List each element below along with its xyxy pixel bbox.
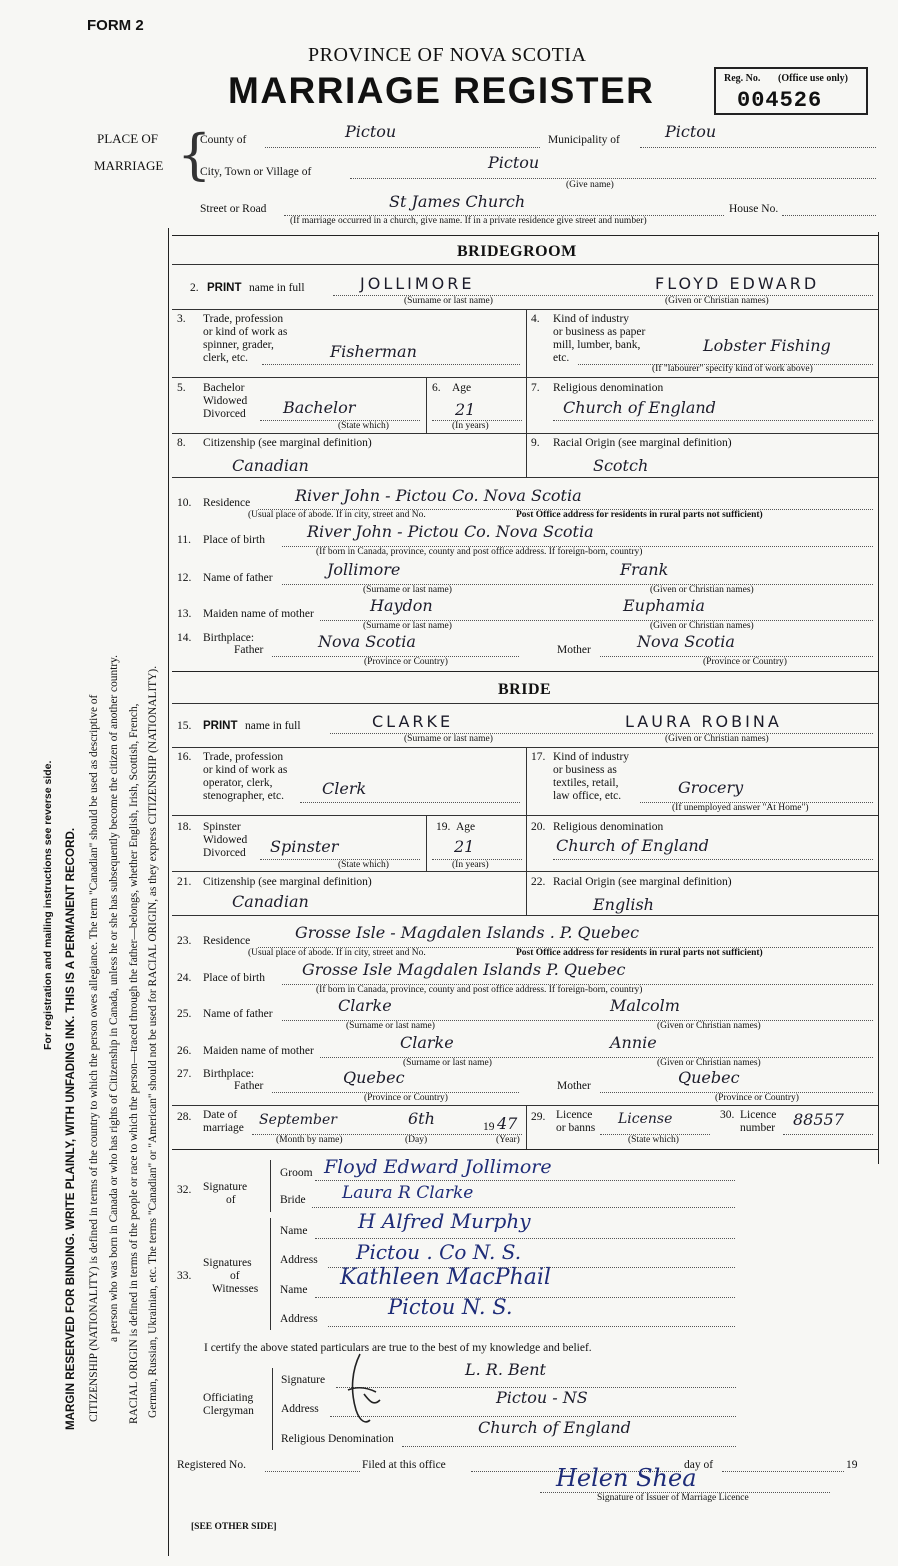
field-5-label-3: Divorced (203, 408, 246, 420)
field-27-num: 27. (177, 1068, 192, 1080)
groom-surname: JOLLIMORE (360, 274, 475, 293)
city-note: (Give name) (566, 180, 614, 190)
bride-mother-surname: Clarke (400, 1033, 454, 1052)
bride-mother-birthplace: Quebec (678, 1068, 740, 1087)
field-5-label-2: Widowed (203, 395, 248, 407)
field-14-father-label: Father (234, 644, 264, 656)
bride-surname-note: (Surname or last name) (404, 734, 493, 744)
reg-no-label: Reg. No. (724, 73, 761, 84)
field-9-label: Racial Origin (see marginal definition) (553, 437, 732, 449)
field-16-label-3: operator, clerk, (203, 777, 273, 789)
field-26-given-note: (Given or Christian names) (657, 1058, 761, 1068)
bride-citizenship: Canadian (232, 892, 309, 911)
field-9-num: 9. (531, 437, 540, 449)
field-25-num: 25. (177, 1008, 192, 1020)
field-8-num: 8. (177, 437, 186, 449)
bride-section-title: BRIDE (498, 681, 552, 698)
bride-religion: Church of England (556, 836, 709, 855)
groom-sig-label: Groom (280, 1167, 313, 1179)
bride-given: LAURA ROBINA (625, 712, 782, 731)
bride-signature: Laura R Clarke (342, 1183, 474, 1203)
field-3-label-3: spinner, grader, (203, 339, 274, 351)
field-17-note: (If unemployed answer "At Home") (672, 803, 809, 813)
field-25-given-note: (Given or Christian names) (657, 1021, 761, 1031)
licence-number: 88557 (793, 1110, 844, 1129)
bride-age: 21 (454, 837, 475, 856)
field-17-label-1: Kind of industry (553, 751, 630, 763)
w1-name-label: Name (280, 1225, 308, 1237)
field-6-num: 6. (432, 382, 441, 394)
field-16-num: 16. (177, 751, 192, 763)
field-4-num: 4. (531, 313, 540, 325)
field-14-mother-label: Mother (557, 644, 591, 656)
house-label: House No. (729, 203, 779, 215)
field-29-num: 29. (531, 1111, 546, 1123)
city-value: Pictou (488, 153, 540, 172)
w2-name-label: Name (280, 1284, 308, 1296)
bride-birthplace: Grosse Isle Magdalen Islands P. Quebec (302, 960, 626, 979)
witness-1-address: Pictou . Co N. S. (356, 1240, 522, 1264)
place-brace: { (177, 123, 212, 186)
groom-citizenship: Canadian (232, 456, 309, 475)
field-8-label: Citizenship (see marginal definition) (203, 437, 372, 449)
marriage-year: 47 (497, 1114, 518, 1133)
field-27-father-note: (Province or Country) (364, 1093, 448, 1103)
bride-residence: Grosse Isle - Magdalen Islands . P. Quebec (295, 923, 640, 942)
field-3-label-1: Trade, profession (203, 313, 284, 325)
licence-type: License (618, 1111, 673, 1127)
field-28-num: 28. (177, 1111, 192, 1123)
field-16-label-2: or kind of work as (203, 764, 288, 776)
marriage-day: 6th (408, 1109, 435, 1128)
field-22-num: 22. (531, 876, 546, 888)
field-16-label-4: stenographer, etc. (203, 790, 284, 802)
witness-1-name: H Alfred Murphy (358, 1209, 531, 1233)
groom-father-given: Frank (620, 560, 669, 579)
groom-birthplace: River John - Pictou Co. Nova Scotia (307, 522, 594, 541)
field-12-given-note: (Given or Christian names) (650, 585, 754, 595)
registered-label: Registered No. (177, 1459, 246, 1471)
reg-no-value: 004526 (737, 88, 823, 113)
street-label: Street or Road (200, 203, 267, 215)
field-17-num: 17. (531, 751, 546, 763)
groom-age-note: (In years) (452, 421, 489, 431)
field-28-label-1: Date of (203, 1109, 238, 1121)
field-18-label-2: Widowed (203, 834, 248, 846)
bride-surname: CLARKE (372, 712, 454, 731)
field-23-label: Residence (203, 935, 251, 947)
clergy-denom-label: Religious Denomination (281, 1433, 394, 1445)
field-33-num: 33. (177, 1270, 192, 1282)
field-25-surname-note: (Surname or last name) (346, 1021, 435, 1031)
margin-line-3: CITIZENSHIP (NATIONALITY) is defined in terms of the country to which the person owes allegiance. The term "Canadian" should be used as descriptive of (88, 694, 100, 1422)
field-18-label-1: Spinster (203, 821, 241, 833)
field-24-note: (If born in Canada, province, county and post office address. If foreign-born, country) (316, 985, 643, 995)
street-value: St James Church (389, 192, 526, 211)
filed-label: Filed at this office (362, 1459, 446, 1471)
groom-trade: Fisherman (330, 342, 417, 361)
field-33-label-3: Witnesses (212, 1283, 259, 1295)
issuer-label: Signature of Issuer of Marriage Licence (597, 1493, 749, 1503)
field-27-mother-note: (Province or Country) (715, 1093, 799, 1103)
groom-status-note: (State which) (338, 421, 389, 431)
field-4-label-4: etc. (553, 352, 570, 364)
clergy-label-1: Officiating (203, 1392, 254, 1404)
marriage-month: September (259, 1112, 337, 1128)
document-title: MARRIAGE REGISTER (228, 70, 655, 111)
field-29-label-2: or banns (556, 1122, 596, 1134)
w1-address-label: Address (280, 1254, 318, 1266)
place-heading-2: MARRIAGE (94, 158, 164, 173)
city-label: City, Town or Village of (200, 166, 312, 178)
field-20-num: 20. (531, 821, 546, 833)
bride-origin: English (593, 895, 654, 914)
field-2-num: 2. (190, 282, 199, 294)
field-21-num: 21. (177, 876, 192, 888)
place-heading-1: PLACE OF (97, 131, 159, 146)
clergy-flourish-mark (330, 1350, 390, 1430)
groom-father-surname: Jollimore (327, 560, 401, 579)
field-19-label: Age (456, 821, 476, 833)
bride-sig-label: Bride (280, 1194, 306, 1206)
field-15-num: 15. (177, 720, 192, 732)
groom-father-birthplace: Nova Scotia (318, 632, 416, 651)
field-24-label: Place of birth (203, 972, 265, 984)
field-7-num: 7. (531, 382, 540, 394)
margin-line-5: RACIAL ORIGIN is defined in terms of the people or race to which the person—traced through the father—belongs, whether English, Irish, Scottish, French, (128, 703, 140, 1424)
groom-status: Bachelor (283, 398, 356, 417)
field-11-label: Place of birth (203, 534, 265, 546)
groom-residence: River John - Pictou Co. Nova Scotia (295, 486, 582, 505)
county-label: County of (200, 134, 247, 146)
clergy-address-label: Address (281, 1403, 319, 1415)
field-25-label: Name of father (203, 1008, 273, 1020)
field-33-label-1: Signatures (203, 1257, 252, 1269)
field-18-label-3: Divorced (203, 847, 246, 859)
groom-given: FLOYD EDWARD (655, 274, 820, 293)
field-30-num: 30. (720, 1109, 735, 1121)
field-26-num: 26. (177, 1045, 192, 1057)
field-2-label: name in full (249, 282, 305, 294)
field-17-label-2: or business as (553, 764, 617, 776)
field-11-note: (If born in Canada, province, county and post office address. If foreign-born, country) (316, 547, 643, 557)
day-of-label: day of (684, 1459, 714, 1471)
field-27-father-label: Father (234, 1080, 264, 1092)
field-28-year-note: (Year) (496, 1135, 520, 1145)
bride-father-given: Malcolm (610, 996, 680, 1015)
field-5-label-1: Bachelor (203, 382, 245, 394)
clergy-denomination: Church of England (478, 1418, 631, 1437)
field-11-num: 11. (177, 534, 191, 546)
field-32-label-2: of (226, 1194, 236, 1206)
clergy-sig-label: Signature (281, 1374, 326, 1386)
field-32-num: 32. (177, 1184, 192, 1196)
field-7-label: Religious denomination (553, 382, 664, 394)
groom-origin: Scotch (593, 456, 649, 475)
field-21-label: Citizenship (see marginal definition) (203, 876, 372, 888)
groom-religion: Church of England (563, 398, 716, 417)
field-4-label-2: or business as paper (553, 326, 646, 338)
bride-father-birthplace: Quebec (343, 1068, 405, 1087)
field-10-num: 10. (177, 497, 192, 509)
field-6-label: Age (452, 382, 472, 394)
bride-status: Spinster (270, 837, 339, 856)
form-label: FORM 2 (87, 17, 144, 34)
see-other-side: [SEE OTHER SIDE] (191, 1522, 277, 1532)
field-24-num: 24. (177, 972, 192, 984)
bride-trade: Clerk (322, 779, 367, 798)
clergy-address: Pictou - NS (496, 1388, 588, 1407)
field-27-mother-label: Mother (557, 1080, 591, 1092)
groom-age: 21 (455, 400, 476, 419)
groom-mother-surname: Haydon (370, 596, 433, 615)
field-3-num: 3. (177, 313, 186, 325)
groom-section-title: BRIDEGROOM (457, 243, 577, 260)
field-28-label-2: marriage (203, 1122, 244, 1134)
issuer-signature: Helen Shea (556, 1464, 697, 1492)
field-17-label-3: textiles, retail, (553, 777, 619, 789)
marriage-year-prefix: 19 (483, 1121, 495, 1133)
field-19-num: 19. (436, 821, 451, 833)
field-12-num: 12. (177, 572, 192, 584)
street-note: (If marriage occurred in a church, give name. If in a private residence give street and number) (290, 216, 647, 226)
witness-2-name: Kathleen MacPhail (340, 1265, 551, 1290)
field-13-surname-note: (Surname or last name) (363, 621, 452, 631)
municipality-label: Municipality of (548, 134, 620, 146)
field-27-label: Birthplace: (203, 1068, 255, 1080)
w2-address-label: Address (280, 1313, 318, 1325)
field-17-label-4: law office, etc. (553, 790, 622, 802)
municipality-value: Pictou (665, 122, 717, 141)
bride-father-surname: Clarke (338, 996, 392, 1015)
field-13-num: 13. (177, 608, 192, 620)
field-18-num: 18. (177, 821, 192, 833)
groom-surname-note: (Surname or last name) (404, 296, 493, 306)
field-20-label: Religious denomination (553, 821, 664, 833)
field-4-note: (If "labourer" specify kind of work above) (652, 364, 813, 374)
field-5-num: 5. (177, 382, 186, 394)
footer-year-prefix: 19 (846, 1459, 858, 1471)
field-33-label-2: of (230, 1270, 240, 1282)
groom-mother-given: Euphamia (623, 596, 705, 615)
field-29-label-1: Licence (556, 1109, 593, 1121)
field-14-label: Birthplace: (203, 632, 255, 644)
field-10-note-b: Post Office address for residents in rural parts not sufficient) (516, 510, 763, 520)
field-4-label-1: Kind of industry (553, 313, 630, 325)
groom-industry: Lobster Fishing (703, 336, 831, 355)
field-22-label: Racial Origin (see marginal definition) (553, 876, 732, 888)
field-32-label-1: Signature (203, 1181, 248, 1193)
field-14-father-note: (Province or Country) (364, 657, 448, 667)
province-title: PROVINCE OF NOVA SCOTIA (308, 44, 587, 66)
bride-status-note: (State which) (338, 860, 389, 870)
field-3-label-4: clerk, etc. (203, 352, 249, 364)
groom-signature: Floyd Edward Jollimore (324, 1156, 552, 1178)
field-2-print: PRINT (207, 282, 242, 294)
field-30-label-1: Licence (740, 1109, 777, 1121)
margin-line-6: German, Russian, Ukrainian, etc. The terms "Canadian" or "American" should not be used for RACIAL ORIGIN, as they express CITIZENSHIP (NATIONALITY). (147, 665, 159, 1418)
field-30-label-2: number (740, 1122, 776, 1134)
margin-line-1: For registration and mailing instructions see reverse side. (42, 760, 54, 1050)
clergy-label-2: Clergyman (203, 1405, 254, 1417)
certify-statement: I certify the above stated particulars are true to the best of my knowledge and belief. (204, 1342, 592, 1354)
field-23-note-b: Post Office address for residents in rural parts not sufficient) (516, 948, 763, 958)
witness-2-address: Pictou N. S. (388, 1295, 513, 1319)
field-15-label: name in full (245, 720, 301, 732)
reg-no-note: (Office use only) (778, 73, 848, 84)
field-15-print: PRINT (203, 720, 238, 732)
field-26-label: Maiden name of mother (203, 1045, 314, 1057)
groom-mother-birthplace: Nova Scotia (637, 632, 735, 651)
field-14-num: 14. (177, 632, 192, 644)
field-14-mother-note: (Province or Country) (703, 657, 787, 667)
bride-age-note: (In years) (452, 860, 489, 870)
clergy-signature: L. R. Bent (465, 1360, 546, 1379)
county-value: Pictou (345, 122, 397, 141)
field-12-label: Name of father (203, 572, 273, 584)
margin-line-4: a person who was born in Canada or who has rights of Citizenship in Canada, unless he or she has subsequently become the citizen of another country. (108, 655, 120, 1342)
field-13-given-note: (Given or Christian names) (650, 621, 754, 631)
groom-given-note: (Given or Christian names) (665, 296, 769, 306)
bride-given-note: (Given or Christian names) (665, 734, 769, 744)
field-16-label-1: Trade, profession (203, 751, 284, 763)
margin-line-2: MARGIN RESERVED FOR BINDING. WRITE PLAINLY, WITH UNFADING INK. THIS IS A PERMANENT RECORD. (64, 827, 77, 1430)
bride-industry: Grocery (678, 778, 744, 797)
field-28-day-note: (Day) (405, 1135, 428, 1145)
field-26-surname-note: (Surname or last name) (403, 1058, 492, 1068)
field-10-label: Residence (203, 497, 251, 509)
field-3-label-2: or kind of work as (203, 326, 288, 338)
field-29-note: (State which) (628, 1135, 679, 1145)
field-23-note-a: (Usual place of abode. If in city, street and No. (248, 948, 426, 958)
field-23-num: 23. (177, 935, 192, 947)
field-13-label: Maiden name of mother (203, 608, 314, 620)
field-4-label-3: mill, lumber, bank, (553, 339, 641, 351)
field-28-month-note: (Month by name) (276, 1135, 343, 1145)
field-10-note-a: (Usual place of abode. If in city, street and No. (248, 510, 426, 520)
bride-mother-given: Annie (610, 1033, 657, 1052)
field-12-surname-note: (Surname or last name) (363, 585, 452, 595)
